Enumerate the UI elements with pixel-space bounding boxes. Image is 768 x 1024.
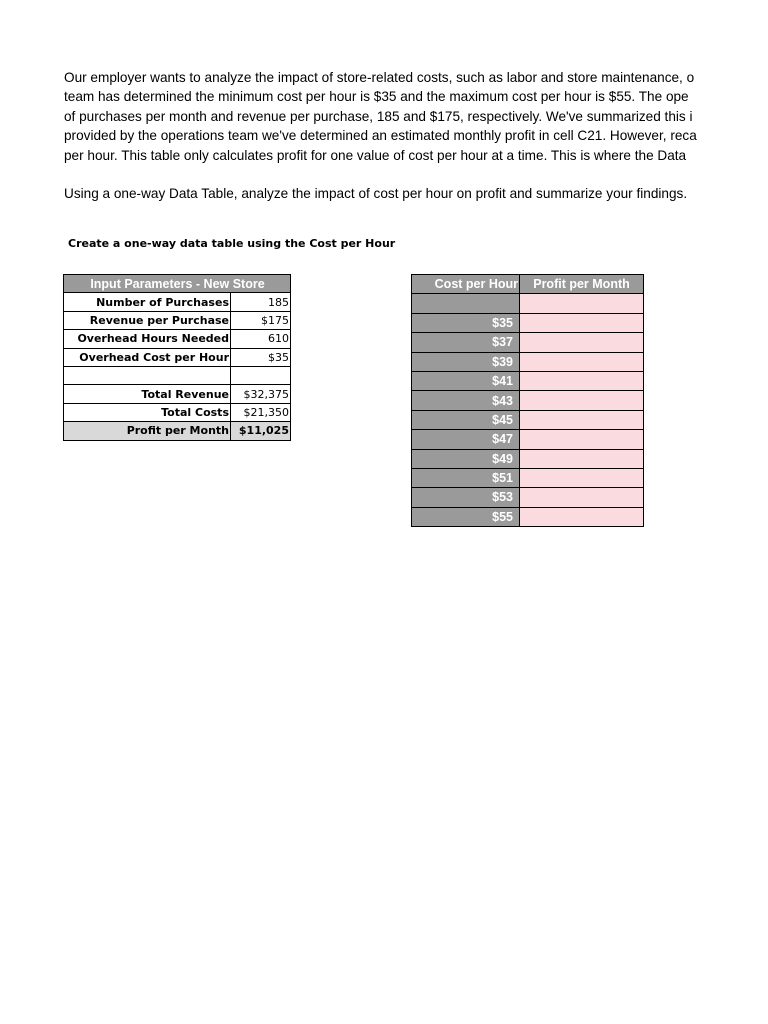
- cost-cell[interactable]: $51: [412, 468, 520, 487]
- table-row: [64, 293, 291, 311]
- param-label[interactable]: [64, 366, 231, 384]
- cost-cell[interactable]: $47: [412, 430, 520, 449]
- section-heading: Create a one-way data table using the Cost per Hour: [68, 237, 396, 250]
- param-label[interactable]: Overhead Cost per Hour: [64, 348, 231, 366]
- table-row: [412, 333, 644, 352]
- table-row: [64, 385, 291, 403]
- table-row: [412, 449, 644, 468]
- intro-line: provided by the operations team we've determined an estimated monthly profit in cell C21. However, reca: [64, 128, 697, 144]
- input-parameters-header[interactable]: Input Parameters - New Store: [64, 275, 291, 293]
- intro-line: team has determined the minimum cost per hour is $35 and the maximum cost per hour is $55. The ope: [64, 89, 689, 105]
- table-row: [412, 294, 644, 313]
- param-value[interactable]: 610: [231, 330, 291, 348]
- param-label[interactable]: Revenue per Purchase: [64, 311, 231, 329]
- intro-text: [64, 68, 768, 204]
- table-row: [64, 348, 291, 366]
- cost-cell[interactable]: $45: [412, 410, 520, 429]
- data-table: [411, 274, 644, 527]
- table-row: [64, 403, 291, 421]
- profit-cell[interactable]: [520, 488, 644, 507]
- profit-cell[interactable]: [520, 430, 644, 449]
- profit-cell[interactable]: [520, 313, 644, 332]
- table-row: [64, 366, 291, 384]
- cost-cell[interactable]: $37: [412, 333, 520, 352]
- param-label[interactable]: Number of Purchases: [64, 293, 231, 311]
- param-value[interactable]: $35: [231, 348, 291, 366]
- cost-cell[interactable]: $41: [412, 371, 520, 390]
- param-label[interactable]: Total Costs: [64, 403, 231, 421]
- param-value[interactable]: $21,350: [231, 403, 291, 421]
- profit-cell[interactable]: [520, 352, 644, 371]
- param-label[interactable]: Total Revenue: [64, 385, 231, 403]
- blank-line: [64, 165, 768, 184]
- cost-cell[interactable]: $43: [412, 391, 520, 410]
- profit-row: [64, 422, 291, 440]
- cost-cell[interactable]: $53: [412, 488, 520, 507]
- cost-cell[interactable]: $49: [412, 449, 520, 468]
- table-header-row: [64, 275, 291, 293]
- table-row: [412, 488, 644, 507]
- profit-cell[interactable]: [520, 449, 644, 468]
- cost-cell[interactable]: $39: [412, 352, 520, 371]
- profit-cell[interactable]: [520, 507, 644, 526]
- profit-per-month-header[interactable]: Profit per Month: [520, 275, 644, 294]
- param-value[interactable]: [231, 366, 291, 384]
- intro-line: per hour. This table only calculates profit for one value of cost per hour at a time. This is where the Data: [64, 147, 687, 163]
- profit-cell[interactable]: [520, 371, 644, 390]
- profit-cell[interactable]: [520, 333, 644, 352]
- param-value[interactable]: $11,025: [231, 422, 291, 440]
- table-row: [412, 430, 644, 449]
- table-row: [412, 371, 644, 390]
- profit-cell[interactable]: [520, 294, 644, 313]
- profit-cell[interactable]: [520, 468, 644, 487]
- param-value[interactable]: $32,375: [231, 385, 291, 403]
- param-value[interactable]: 185: [231, 293, 291, 311]
- table-row: [412, 352, 644, 371]
- cost-cell[interactable]: $55: [412, 507, 520, 526]
- intro-line: Our employer wants to analyze the impact of store-related costs, such as labor and store maintenance, o: [64, 70, 695, 85]
- table-row: [412, 468, 644, 487]
- table-row: [64, 311, 291, 329]
- instruction-text: Using a one-way Data Table, analyze the impact of cost per hour on profit and summarize your findings.: [64, 186, 688, 202]
- table-row: [412, 507, 644, 526]
- table-row: [64, 330, 291, 348]
- input-parameters-table: [63, 274, 291, 441]
- table-row: [412, 410, 644, 429]
- table-row: [412, 313, 644, 332]
- param-value[interactable]: $175: [231, 311, 291, 329]
- table-header-row: [412, 275, 644, 294]
- cost-cell[interactable]: $35: [412, 313, 520, 332]
- profit-cell[interactable]: [520, 391, 644, 410]
- intro-line: of purchases per month and revenue per purchase, 185 and $175, respectively. We've summarized this i: [64, 108, 693, 124]
- param-label[interactable]: Profit per Month: [64, 422, 231, 440]
- cost-cell[interactable]: [412, 294, 520, 313]
- table-row: [412, 391, 644, 410]
- param-label[interactable]: Overhead Hours Needed: [64, 330, 231, 348]
- cost-per-hour-header[interactable]: Cost per Hour: [412, 275, 520, 294]
- profit-cell[interactable]: [520, 410, 644, 429]
